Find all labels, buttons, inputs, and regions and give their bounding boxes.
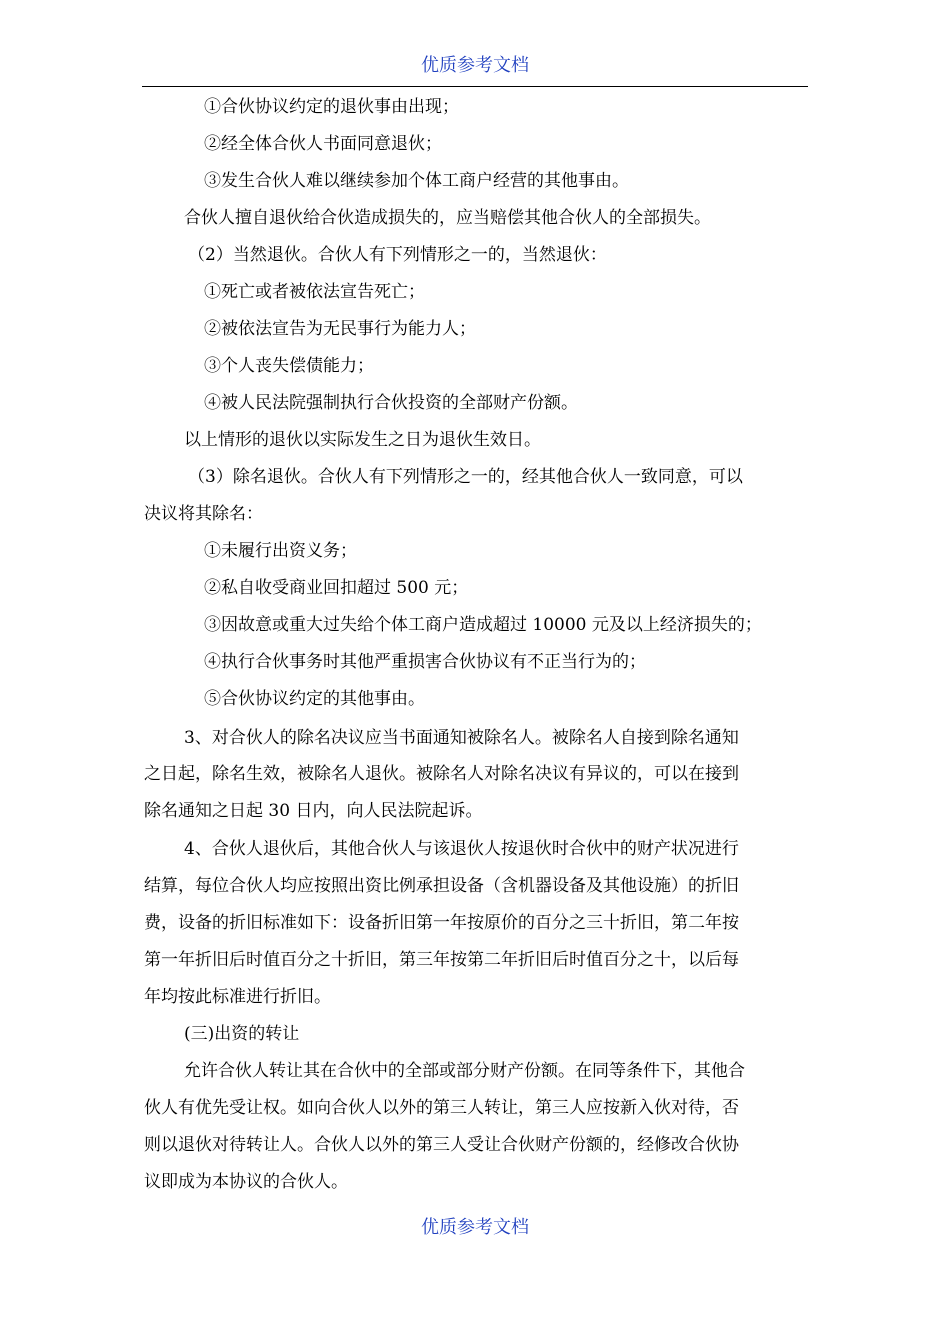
paragraph-line: 之日起，除名生效，被除名人退伙。被除名人对除名决议有异议的，可以在接到 <box>144 764 739 784</box>
paragraph-line: 第一年折旧后时值百分之十折旧，第三年按第二年折旧后时值百分之十，以后每 <box>144 950 739 970</box>
paragraph-line: （2）当然退伙。合伙人有下列情形之一的，当然退伙： <box>188 245 607 265</box>
paragraph-line: ⑤合伙协议约定的其他事由。 <box>204 689 425 709</box>
paragraph-line: 以上情形的退伙以实际发生之日为退伙生效日。 <box>184 430 541 450</box>
paragraph-line: 议即成为本协议的合伙人。 <box>144 1172 348 1192</box>
paragraph-line: ③发生合伙人难以继续参加个体工商户经营的其他事由。 <box>204 171 629 191</box>
paragraph-line: 决议将其除名： <box>144 504 263 524</box>
paragraph-line: ②经全体合伙人书面同意退伙； <box>204 134 442 154</box>
paragraph-line: ①死亡或者被依法宣告死亡； <box>204 282 425 302</box>
paragraph-line: 允许合伙人转让其在合伙中的全部或部分财产份额。在同等条件下，其他合 <box>184 1061 745 1081</box>
paragraph-line: 合伙人擅自退伙给合伙造成损失的，应当赔偿其他合伙人的全部损失。 <box>184 208 711 228</box>
page-header-title: 优质参考文档 <box>421 55 529 76</box>
paragraph-line: 除名通知之日起 30 日内，向人民法院起诉。 <box>144 801 483 821</box>
paragraph-line: ②被依法宣告为无民事行为能力人； <box>204 319 476 339</box>
paragraph-line: ①未履行出资义务； <box>204 541 357 561</box>
paragraph-line: 费，设备的折旧标准如下：设备折旧第一年按原价的百分之三十折旧，第二年按 <box>144 913 739 933</box>
paragraph-line: ③因故意或重大过失给个体工商户造成超过 10000 元及以上经济损失的； <box>204 615 762 635</box>
paragraph-line: ①合伙协议约定的退伙事由出现； <box>204 97 459 117</box>
paragraph-line: 结算，每位合伙人均应按照出资比例承担设备（含机器设备及其他设施）的折旧 <box>144 876 739 896</box>
paragraph-line: 4、合伙人退伙后，其他合伙人与该退伙人按退伙时合伙中的财产状况进行 <box>184 839 739 859</box>
paragraph-line: 则以退伙对待转让人。合伙人以外的第三人受让合伙财产份额的，经修改合伙协 <box>144 1135 739 1155</box>
paragraph-line: ④执行合伙事务时其他严重损害合伙协议有不正当行为的； <box>204 652 646 672</box>
header-divider <box>142 86 808 87</box>
paragraph-line: 年均按此标准进行折旧。 <box>144 987 331 1007</box>
paragraph-line: ②私自收受商业回扣超过 500 元； <box>204 578 469 598</box>
paragraph-line: 伙人有优先受让权。如向合伙人以外的第三人转让，第三人应按新入伙对待，否 <box>144 1098 739 1118</box>
section-heading: (三)出资的转让 <box>184 1024 300 1044</box>
paragraph-line: ④被人民法院强制执行合伙投资的全部财产份额。 <box>204 393 578 413</box>
paragraph-line: （3）除名退伙。合伙人有下列情形之一的，经其他合伙人一致同意，可以 <box>188 467 743 487</box>
page-footer-title: 优质参考文档 <box>421 1217 529 1238</box>
paragraph-line: ③个人丧失偿债能力； <box>204 356 374 376</box>
paragraph-line: 3、对合伙人的除名决议应当书面通知被除名人。被除名人自接到除名通知 <box>184 728 739 748</box>
